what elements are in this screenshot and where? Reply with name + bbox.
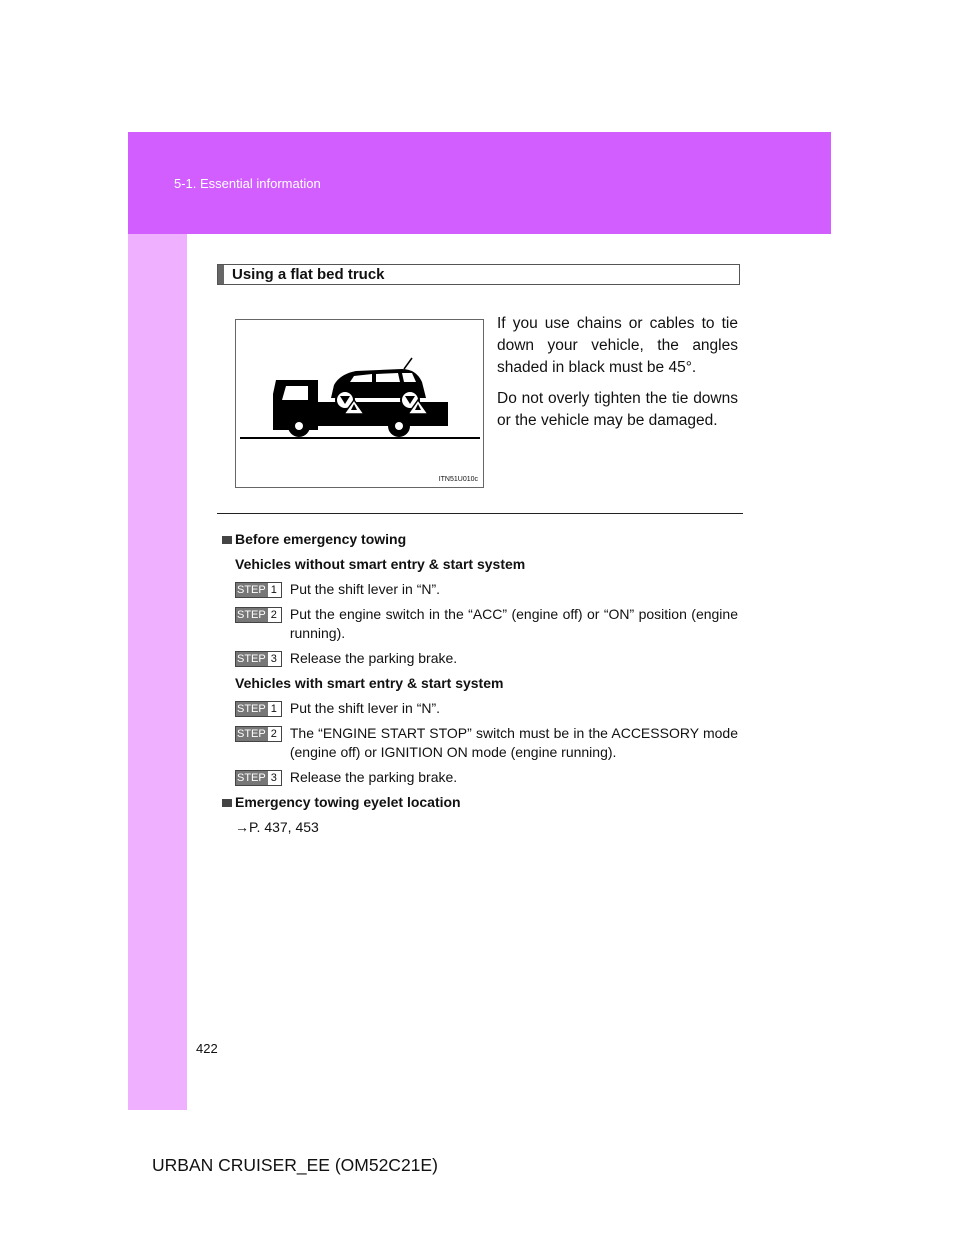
side-strip [128,234,187,1110]
bullet-square-icon [222,799,232,807]
bullet-square-icon [222,536,232,544]
figure-code: ITN51U010c [438,476,478,483]
section-divider [217,513,743,514]
step-item [235,768,738,787]
cab-window [282,386,308,400]
car-window-2 [376,373,400,382]
subsection-title: Vehicles without smart entry & start system [235,556,526,572]
step-badge: STEP 1 [235,582,282,598]
step-text: Release the parking brake. [289,769,458,785]
section-label: 5-1. Essential information [174,176,321,191]
note-heading: Emergency towing eyelet location [222,793,738,812]
flatbed-truck-illustration [236,320,483,487]
step-text: Release the parking brake. [289,650,458,666]
step-text: Put the shift lever in “N”. [289,581,441,597]
step-badge: STEP 1 [235,701,282,717]
step-badge: STEP 3 [235,651,282,667]
intro-paragraph: Do not overly tighten the tie downs or the vehicle may be damaged. [497,390,738,429]
note-heading: Before emergency towing [222,530,738,549]
step-item [235,724,738,762]
step-text: The “ENGINE START STOP” switch must be in the ACCESSORY mode (engine off) or IGNITION ON mode (engine running). [289,725,738,760]
step-badge: STEP 3 [235,770,282,786]
footer-model: URBAN CRUISER_EE (OM52C21E) [152,1155,438,1175]
page-number: 422 [196,1041,218,1056]
step-text: Put the shift lever in “N”. [289,700,441,716]
step-badge: STEP 2 [235,726,282,742]
subhead-box [217,264,740,285]
intro-text [497,313,738,441]
step-item [235,649,738,668]
step-item [235,605,738,643]
page-reference: →P. 437, 453 [235,819,319,835]
subsection-title: Vehicles with smart entry & start system [235,675,504,691]
step-text: Put the engine switch in the “ACC” (engine off) or “ON” position (engine running). [289,606,738,641]
car-antenna [404,358,412,369]
step-item [235,580,738,599]
intro-paragraph: If you use chains or cables to tie down your vehicle, the angles shaded in black must be 45°. [497,315,738,376]
notes-section [222,530,738,837]
subhead-title: Using a flat bed truck [232,266,385,283]
step-item [235,699,738,718]
flatbed-truck-figure [235,319,484,488]
subhead-bar [218,265,224,284]
step-badge: STEP 2 [235,607,282,623]
